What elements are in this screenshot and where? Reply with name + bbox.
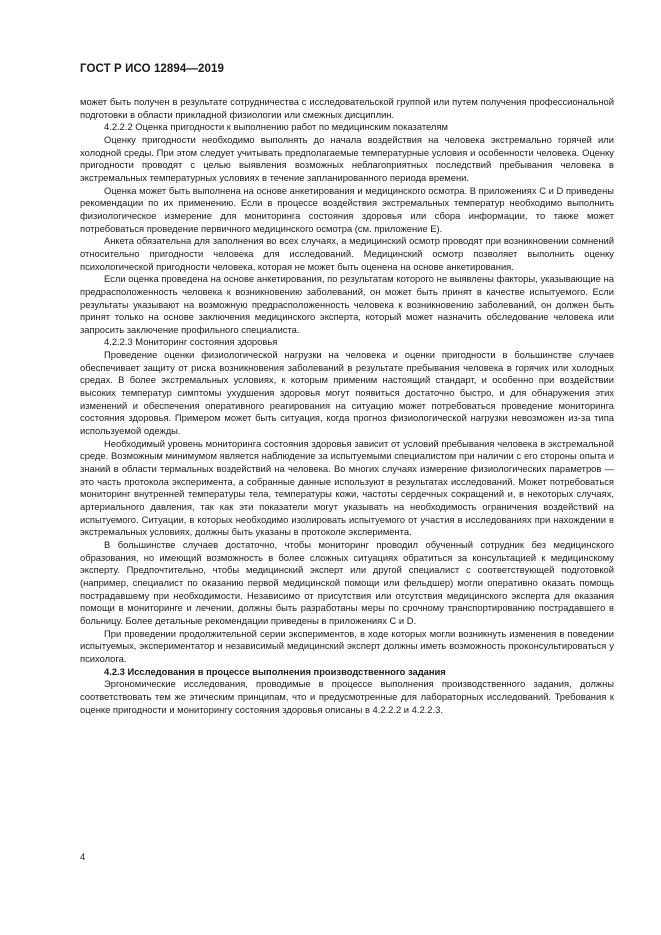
paragraph: Анкета обязательна для заполнения во всех случаях, а медицинский осмотр проводят при возникновении сомнений относительно пригодности человека для исследований. Медицинский осмотр позволяет выполнить оценку психологической пригодности человека, которая не может быть оценена на основе анкетирования.: [80, 235, 614, 272]
paragraph: Необходимый уровень мониторинга состояния здоровья зависит от условий пребывания человека в экстремальной среде. Возможным минимумом является наблюдение за испытуемыми специалистом при наличии с его стороны опыта и знаний в области термальных воздействий на человека. Во многих случаях измерение физиологических параметров — это часть протокола эксперимента, а собранные данные используют в результатах исследований. Может потребоваться мониторинг внутренней температуры тела, температуры кожи, частоты сердечных сокращений и, в некоторых случаях, артериального давления, так как эти показатели могут указывать на необходимость ограничения воздействий на испытуемого. Ситуации, в которых необходимо изолировать испытуемого от участия в исследованиях при нахождении в экстремальных условиях, должны быть указаны в протоколе эксперимента.: [80, 437, 614, 538]
body-text: [80, 96, 614, 716]
paragraph: В большинстве случаев достаточно, чтобы мониторинг проводил обученный сотрудник без медицинского образования, но имеющий возможность в более сложных ситуациях обратиться за консультацией к медицинскому эксперту. Предпочтительно, чтобы медицинский эксперт или другой специалист с соответствующей подготовкой (например, специалист по оказанию первой медицинской помощи или фельдшер) могли оперативно оказать помощь пострадавшему при необходимости. Независимо от присутствия или отсутствия медицинского эксперта для оказания помощи в мониторинге и лечении, должны быть разработаны меры по срочному транспортированию пострадавшего в больницу. Более детальные рекомендации приведены в приложениях С и D.: [80, 538, 614, 626]
subsection-title-4-2-2-3: 4.2.2.3 Мониторинг состояния здоровья: [104, 336, 278, 348]
paragraph: Оценку пригодности необходимо выполнять до начала воздействия на человека экстремально горячей или холодной среды. При этом следует учитывать предполагаемые температурные условия и особенности человека. Оценку пригодности проводят с целью выявления возможных неблагоприятных последствий пребывания человека в экстремальных температурных условиях в течение запланированного периода времени.: [80, 133, 614, 183]
section-heading-4-2-3: 4.2.3 Исследования в процессе выполнения производственного задания: [104, 665, 446, 677]
standard-designation: ГОСТ Р ИСО 12894—2019: [80, 63, 225, 75]
paragraph: Оценка может быть выполнена на основе анкетирования и медицинского осмотра. В приложениях С и D приведены рекомендации по их применению. Если в процессе воздействия экстремальных температур необходимо выполнить физиологическое измерение для мониторинга состояния здоровья или сбора информации, то также может потребоваться проведение первичного медицинского осмотра (см. приложение Е).: [80, 184, 614, 234]
page-number: 4: [80, 851, 86, 862]
paragraph: При проведении продолжительной серии экспериментов, в ходе которых могли возникнуть изменения в поведении испытуемых, экспериментатор и независимый медицинский эксперт должны иметь возможность проконсультироваться у психолога.: [80, 627, 614, 664]
paragraph: Эргономические исследования, проводимые в процессе выполнения производственного задания, должны соответствовать тем же этическим принципам, что и предусмотренные для лабораторных исследований. Требования к оценке пригодности и мониторингу состояния здоровья описаны в 4.2.2.2 и 4.2.2.3.: [80, 678, 614, 715]
paragraph: Проведение оценки физиологической нагрузки на человека и оценки пригодности в большинстве случаев обеспечивает защиту от риска возникновения заболеваний в результате пребывания человека в горячих или холодных средах. В более экстремальных условиях, к которым применим настоящий стандарт, и особенно при воздействии высоких температур симптомы ухудшения здоровья могут появиться достаточно быстро, и для обнаружения этих изменений и обеспечения оперативного реагирования на ситуацию может потребоваться проведение мониторинга состояния здоровья. Примером может быть ситуация, когда прогноз физиологической нагрузки невозможен из-за типа используемой одежды.: [80, 349, 614, 437]
subsection-title-4-2-2-2: 4.2.2.2 Оценка пригодности к выполнению работ по медицинским показателям: [104, 121, 448, 133]
paragraph-continuation: может быть получен в результате сотрудничества с исследовательской группой или путем получения профессиональной подготовки в области прикладной физиологии или смежных дисциплин.: [80, 96, 614, 120]
paragraph: Если оценка проведена на основе анкетирования, по результатам которого не выявлены факторы, указывающие на предрасположенность человека к возникновению заболеваний, он может быть принят в качестве испытуемого. Если результаты указывают на возможную предрасположенность человека к возникновению заболеваний, он должен быть принят только на основе заключения медицинского эксперта, который может назначить обследование человека или запросить заключение профильного специалиста.: [80, 273, 614, 335]
